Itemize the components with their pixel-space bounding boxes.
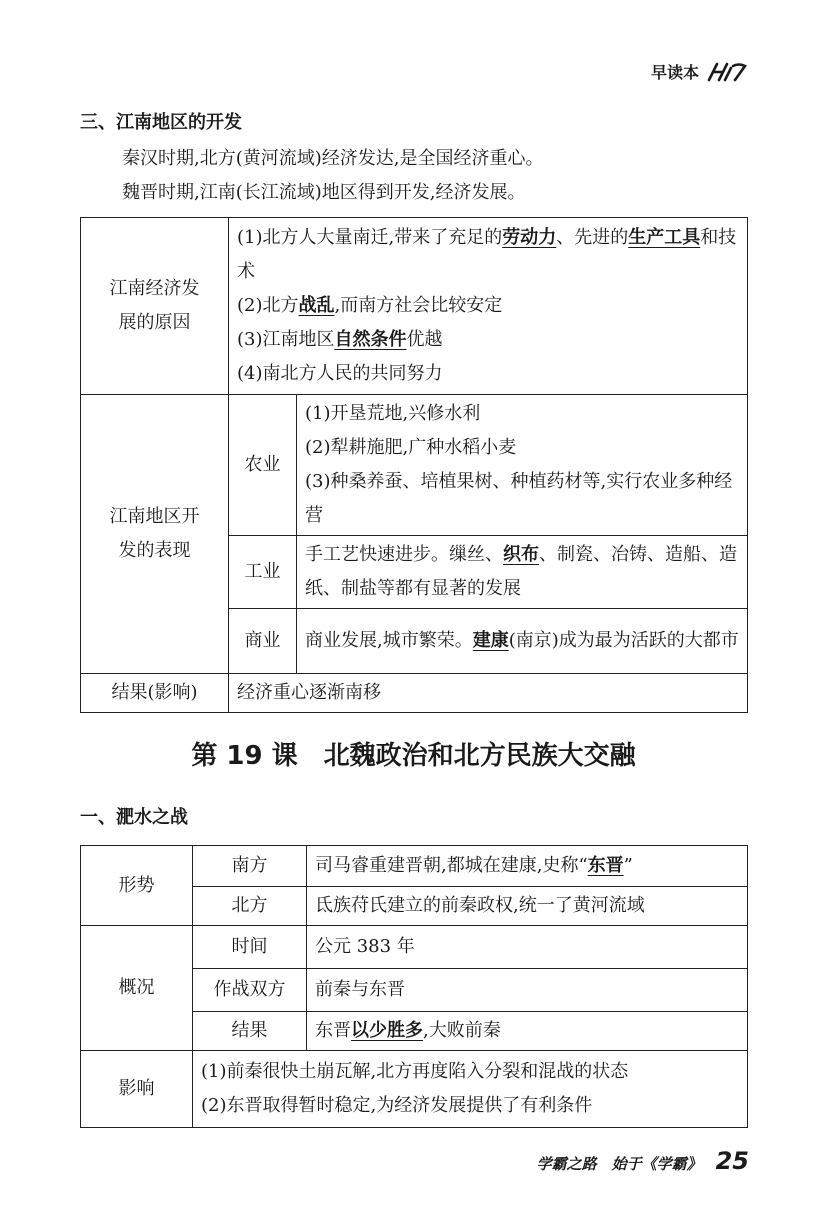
jiangnan-table [80, 217, 748, 713]
section-title-jiangnan: 三、江南地区的开发 [80, 112, 242, 133]
sides-label: 作战双方 [193, 969, 307, 1012]
impact-content [193, 1051, 748, 1128]
list-item: (1)前秦很快土崩瓦解,北方再度陷入分裂和混战的状态 [201, 1061, 629, 1082]
footer-slogan: 学霸之路 始于《学霸》 [536, 1155, 702, 1173]
commerce-content: 商业发展,城市繁荣。建康(南京)成为最为活跃的大都市 [297, 609, 748, 674]
industry-content: 手工艺快速进步。缫丝、织布、制瓷、冶铸、造船、造纸、制盐等都有显著的发展 [297, 536, 748, 609]
performance-label: 江南地区开发的表现 [81, 395, 229, 674]
overview-label: 概况 [81, 926, 193, 1051]
impact-label: 影响 [81, 1051, 193, 1128]
page-number: 25 [715, 1147, 749, 1175]
reasons-content [229, 218, 748, 395]
list-item: (1)北方人大量南迁,带来了充足的劳动力、先进的生产工具和技术 [237, 227, 737, 282]
situation-label: 形势 [81, 846, 193, 926]
paragraph-weijin: 魏晋时期,江南(长江流域)地区得到开发,经济发展。 [122, 182, 526, 203]
lesson-title: 第 19 课 北魏政治和北方民族大交融 [191, 741, 636, 771]
north-content: 氐族苻氏建立的前秦政权,统一了黄河流域 [307, 887, 748, 926]
list-item: (2)北方战乱,而南方社会比较安定 [237, 295, 503, 316]
list-item: (4)南北方人民的共同努力 [237, 363, 443, 384]
table-row [81, 1051, 748, 1128]
table-row [81, 218, 748, 395]
south-label: 南方 [193, 846, 307, 887]
battle-result-label: 结果 [193, 1012, 307, 1051]
section-title-feishui: 一、淝水之战 [80, 807, 188, 828]
list-item: (3)江南地区自然条件优越 [237, 329, 443, 350]
battle-result-content: 东晋以少胜多,大败前秦 [307, 1012, 748, 1051]
paragraph-qinhan: 秦汉时期,北方(黄河流域)经济发达,是全国经济重心。 [122, 148, 544, 169]
table-row [81, 395, 748, 536]
hi-logo-icon [705, 62, 749, 82]
result-content: 经济重心逐渐南移 [229, 674, 748, 713]
north-label: 北方 [193, 887, 307, 926]
page-header [651, 60, 749, 83]
table-row [81, 674, 748, 713]
agriculture-label: 农业 [229, 395, 297, 536]
result-label: 结果(影响) [81, 674, 229, 713]
south-content: 司马睿重建晋朝,都城在建康,史称“东晋” [307, 846, 748, 887]
sides-content: 前秦与东晋 [307, 969, 748, 1012]
list-item: (2)东晋取得暂时稳定,为经济发展提供了有利条件 [201, 1095, 593, 1116]
table-row [81, 846, 748, 887]
list-item: (1)开垦荒地,兴修水利 [305, 403, 481, 424]
time-label: 时间 [193, 926, 307, 969]
table-row [81, 926, 748, 969]
list-item: (2)犁耕施肥,广种水稻小麦 [305, 437, 517, 458]
industry-label: 工业 [229, 536, 297, 609]
list-item: (3)种桑养蚕、培植果树、种植药材等,实行农业多种经营 [305, 471, 733, 526]
reasons-label: 江南经济发展的原因 [81, 218, 229, 395]
agriculture-content [297, 395, 748, 536]
commerce-label: 商业 [229, 609, 297, 674]
time-content: 公元 383 年 [307, 926, 748, 969]
header-label: 早读本 [650, 63, 699, 82]
feishui-table [80, 845, 748, 1128]
page-footer [537, 1147, 749, 1175]
